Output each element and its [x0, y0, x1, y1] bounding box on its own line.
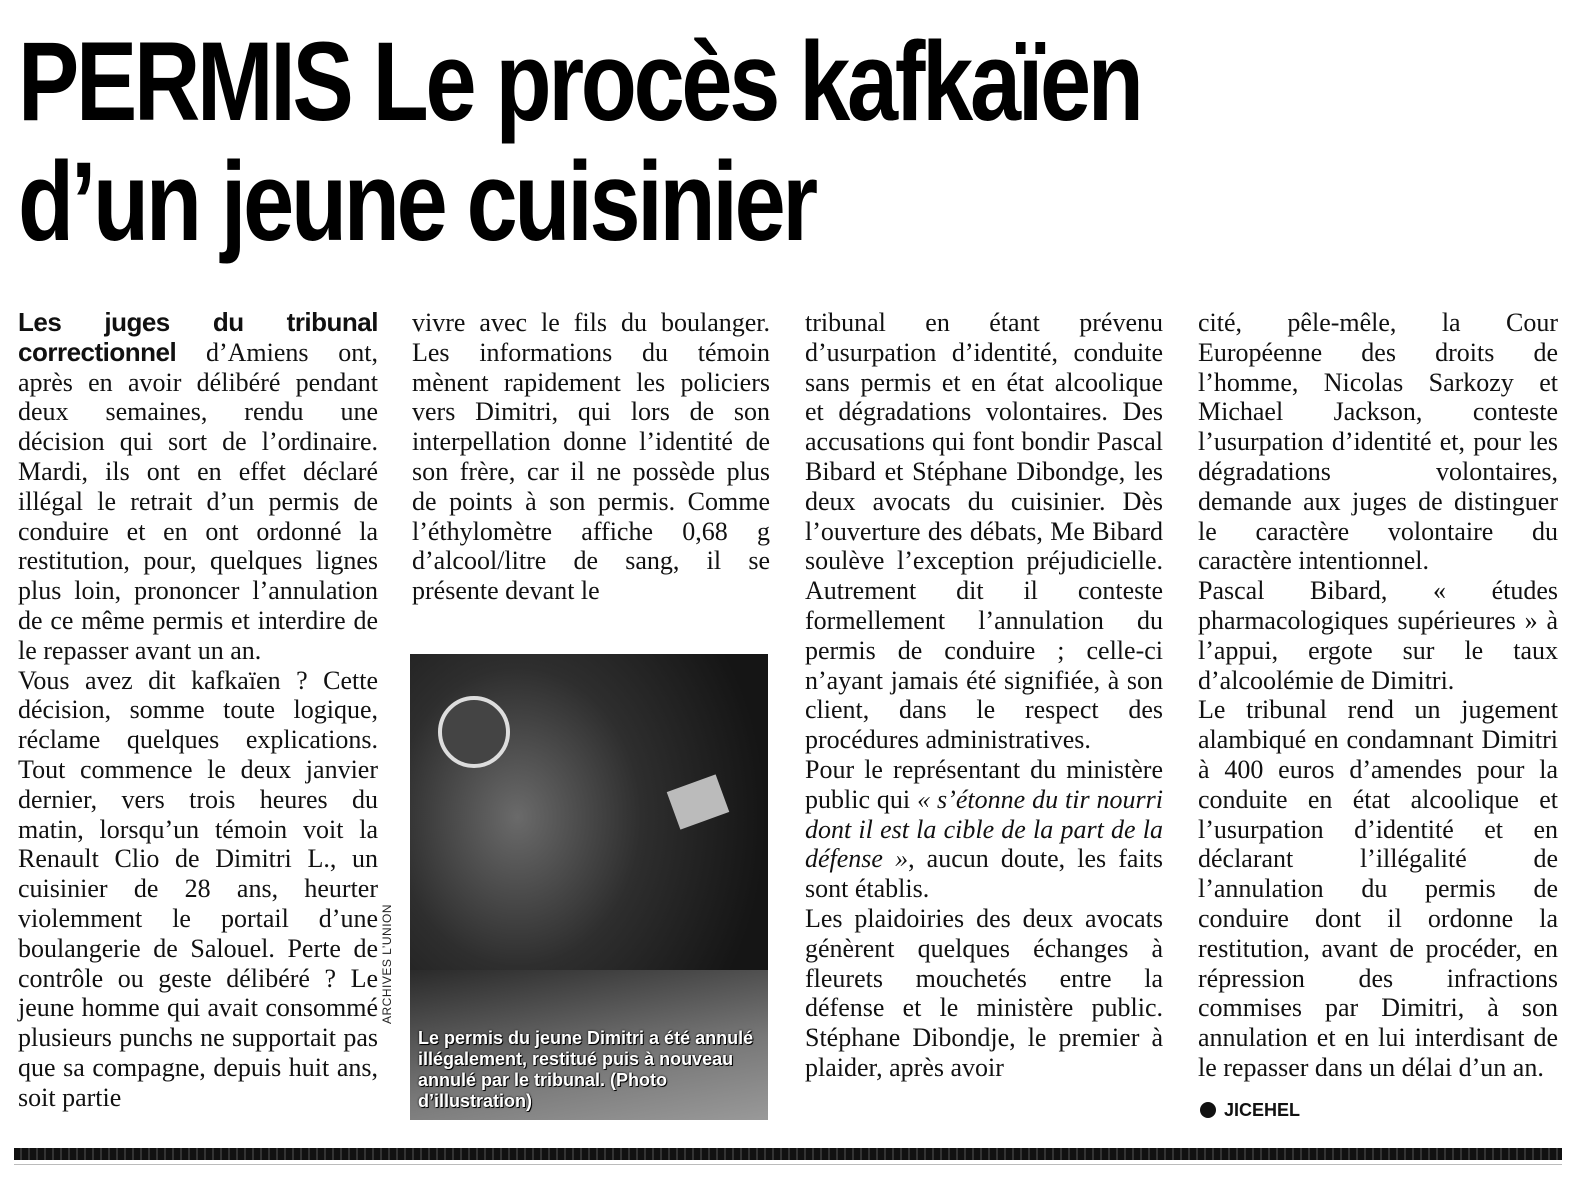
- article-column-4: [1198, 308, 1558, 1083]
- paragraph: vivre avec le fils du boulanger. Les informations du témoin mènent rapidement les policiers vers Dimitri, qui lors de son interpellation donne l’identité de son frère, car il ne possède plus de points à son permis. Comme l’éthylomètre affiche 0,68 g d’alcool/litre de sang, il se présente devant le: [412, 308, 770, 606]
- page-rule: [14, 1148, 1562, 1160]
- photo-detail: [667, 774, 730, 829]
- paragraph: cité, pêle-mêle, la Cour Européenne des droits de l’homme, Nicolas Sarkozy et Michael Jackson, conteste l’usurpation d’identité et, pour les dégradations volontaires, demande aux juges de distinguer le caractère volontaire du caractère intentionnel.: [1198, 308, 1558, 576]
- paragraph-text: d’Amiens ont, après en avoir délibéré pendant deux semaines, rendu une décision qui sort de l’ordinaire. Mardi, ils ont en effet déclaré illégal le retrait d’un permis de conduire et en ont ordonné la restitution, pour, quelques lignes plus loin, prononcer l’annulation de ce même permis et interdire de le repasser avant un an.: [18, 337, 378, 665]
- paragraph: [805, 755, 1163, 904]
- paragraph-text: , aucun doute, les faits sont établis.: [805, 844, 1163, 904]
- paragraph: Pascal Bibard, « études pharmacologiques supérieures » à l’appui, ergote sur le taux d’alcoolémie de Dimitri.: [1198, 576, 1558, 695]
- page-rule-thin: [14, 1164, 1562, 1165]
- article-column-1: [18, 308, 378, 1113]
- lead-in: Les juges du tribunal correctionnel: [18, 307, 378, 367]
- paragraph: Les plaidoiries des deux avocats génèrent quelques échanges à fleurets mouchetés entre la défense et le ministère public. Stéphane Dibondje, le premier à plaider, après avoir: [805, 903, 1163, 1082]
- article-photo: [410, 654, 768, 1120]
- byline: [1200, 1100, 1300, 1121]
- bullet-icon: [1200, 1102, 1216, 1118]
- author-name: JICEHEL: [1224, 1100, 1301, 1120]
- article-column-2: [412, 308, 770, 606]
- quote: « s’étonne du tir nourri dont il est la cible de la part de la défense »: [805, 784, 1163, 874]
- headline: [18, 19, 1281, 264]
- paragraph-text: Pour le représentant du ministère public qui: [805, 754, 1163, 814]
- paragraph: Le tribunal rend un jugement alambiqué en condamnant Dimitri à 400 euros d’amendes pour la conduite en état alcoolique et l’usurpation d’identité et en déclarant l’illégalité de l’annulation du permis de conduire dont il ordonne la restitution, avant de procéder, en répression des infractions commises par Dimitri, à son annulation et en lui interdisant de le repasser dans un délai d’un an.: [1198, 695, 1558, 1082]
- headline-line-2: d’un jeune cuisinier: [18, 139, 815, 264]
- headline-line-1: PERMIS Le procès kafkaïen: [18, 19, 1141, 144]
- paragraph: tribunal en étant prévenu d’usurpation d’identité, conduite sans permis et en état alcoolique et dégradations volontaires. Des accusations qui font bondir Pascal Bibard et Stéphane Dibondge, les deux avocats du cuisinier. Dès l’ouverture des débats, Me Bibard soulève l’exception préjudicielle. Autrement dit il conteste formellement l’annulation du permis de conduire ; celle-ci n’ayant jamais été signifiée, à son client, dans le respect des procédures administratives.: [805, 308, 1163, 755]
- article-column-3: [805, 308, 1163, 1083]
- photo-detail: [438, 696, 510, 768]
- paragraph: Vous avez dit kafkaïen ? Cette décision, somme toute logique, réclame quelques explications. Tout commence le deux janvier dernier, vers trois heures du matin, lorsqu’un témoin voit la Renault Clio de Dimitri L., un cuisinier de 28 ans, heurter violemment le portail d’une boulangerie de Salouel. Perte de contrôle ou geste délibéré ? Le jeune homme qui avait consommé plusieurs punchs ne supportait pas que sa compagne, depuis huit ans, soit partie: [18, 665, 378, 1112]
- photo-credit: ARCHIVES L’UNION: [380, 903, 394, 1024]
- photo-caption: Le permis du jeune Dimitri a été annulé illégalement, restitué puis à nouveau annulé par le tribunal. (Photo d’illustration): [418, 1028, 754, 1111]
- paragraph: [18, 308, 378, 666]
